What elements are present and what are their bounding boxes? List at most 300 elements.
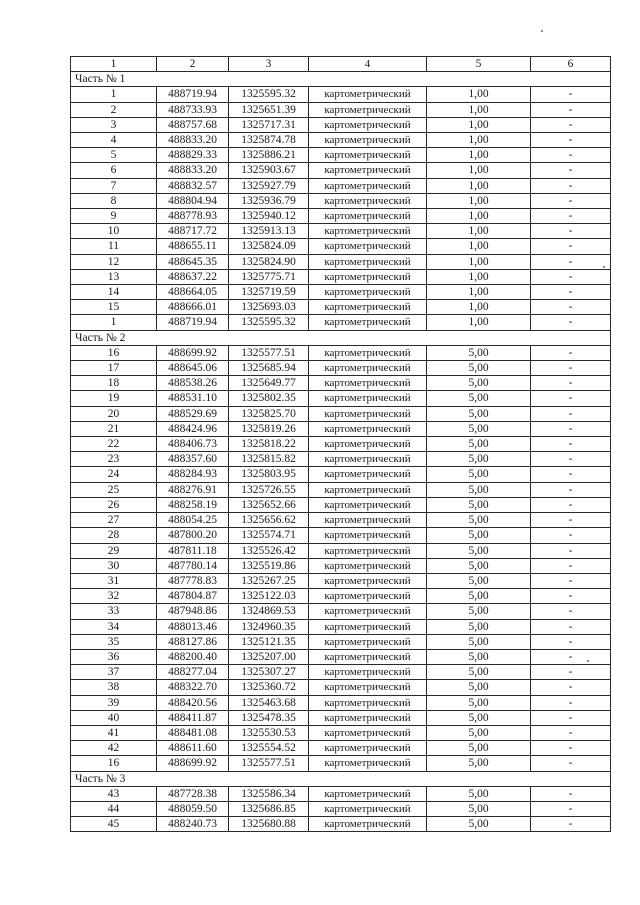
accuracy-cell: 1,00: [427, 209, 531, 224]
method-cell: картометрический: [309, 163, 427, 178]
accuracy-cell: 5,00: [427, 467, 531, 482]
y-coordinate-cell: 1325463.68: [229, 695, 309, 710]
note-cell: -: [531, 178, 611, 193]
x-coordinate-cell: 487780.14: [157, 558, 229, 573]
point-number-cell: 14: [71, 285, 157, 300]
note-cell: -: [531, 528, 611, 543]
note-cell: -: [531, 467, 611, 482]
accuracy-cell: 5,00: [427, 452, 531, 467]
point-number-cell: 36: [71, 649, 157, 664]
note-cell: -: [531, 801, 611, 816]
accuracy-cell: 5,00: [427, 345, 531, 360]
point-number-cell: 28: [71, 528, 157, 543]
table-row: [71, 619, 611, 634]
note-cell: -: [531, 209, 611, 224]
y-coordinate-cell: 1325824.09: [229, 239, 309, 254]
note-cell: -: [531, 756, 611, 771]
point-number-cell: 9: [71, 209, 157, 224]
note-cell: -: [531, 133, 611, 148]
x-coordinate-cell: 487948.86: [157, 604, 229, 619]
table-row: [71, 604, 611, 619]
point-number-cell: 25: [71, 482, 157, 497]
y-coordinate-cell: 1325717.31: [229, 117, 309, 132]
y-coordinate-cell: 1325519.86: [229, 558, 309, 573]
note-cell: -: [531, 437, 611, 452]
note-cell: -: [531, 285, 611, 300]
method-cell: картометрический: [309, 741, 427, 756]
y-coordinate-cell: 1325903.67: [229, 163, 309, 178]
accuracy-cell: 5,00: [427, 482, 531, 497]
y-coordinate-cell: 1325207.00: [229, 649, 309, 664]
x-coordinate-cell: 488013.46: [157, 619, 229, 634]
y-coordinate-cell: 1325577.51: [229, 345, 309, 360]
y-coordinate-cell: 1325267.25: [229, 573, 309, 588]
point-number-cell: 45: [71, 817, 157, 832]
x-coordinate-cell: 487778.83: [157, 573, 229, 588]
x-coordinate-cell: 488699.92: [157, 345, 229, 360]
method-cell: картометрический: [309, 269, 427, 284]
x-coordinate-cell: 488531.10: [157, 391, 229, 406]
note-cell: -: [531, 680, 611, 695]
accuracy-cell: 1,00: [427, 178, 531, 193]
table-row: [71, 786, 611, 801]
note-cell: -: [531, 725, 611, 740]
table-row: [71, 376, 611, 391]
point-number-cell: 33: [71, 604, 157, 619]
x-coordinate-cell: 488717.72: [157, 224, 229, 239]
accuracy-cell: 1,00: [427, 269, 531, 284]
x-coordinate-cell: 488357.60: [157, 452, 229, 467]
point-number-cell: 16: [71, 345, 157, 360]
table-row: [71, 513, 611, 528]
x-coordinate-cell: 488666.01: [157, 300, 229, 315]
table-row: [71, 224, 611, 239]
method-cell: картометрический: [309, 209, 427, 224]
accuracy-cell: 1,00: [427, 102, 531, 117]
point-number-cell: 31: [71, 573, 157, 588]
note-cell: -: [531, 269, 611, 284]
x-coordinate-cell: 488420.56: [157, 695, 229, 710]
point-number-cell: 13: [71, 269, 157, 284]
method-cell: картометрический: [309, 543, 427, 558]
point-number-cell: 19: [71, 391, 157, 406]
table-row: [71, 148, 611, 163]
y-coordinate-cell: 1325595.32: [229, 87, 309, 102]
x-coordinate-cell: 488406.73: [157, 437, 229, 452]
accuracy-cell: 5,00: [427, 558, 531, 573]
note-cell: -: [531, 452, 611, 467]
note-cell: -: [531, 224, 611, 239]
x-coordinate-cell: 488054.25: [157, 513, 229, 528]
table-row: [71, 209, 611, 224]
accuracy-cell: 5,00: [427, 497, 531, 512]
point-number-cell: 34: [71, 619, 157, 634]
method-cell: картометрический: [309, 376, 427, 391]
note-cell: -: [531, 163, 611, 178]
x-coordinate-cell: 488833.20: [157, 163, 229, 178]
point-number-cell: 7: [71, 178, 157, 193]
x-coordinate-cell: 488200.40: [157, 649, 229, 664]
section-title: Часть № 1: [71, 72, 611, 87]
y-coordinate-cell: 1325819.26: [229, 421, 309, 436]
accuracy-cell: 1,00: [427, 87, 531, 102]
x-coordinate-cell: 488059.50: [157, 801, 229, 816]
note-cell: -: [531, 589, 611, 604]
note-cell: -: [531, 710, 611, 725]
point-number-cell: 1: [71, 315, 157, 330]
scan-speck: [587, 660, 589, 662]
point-number-cell: 22: [71, 437, 157, 452]
accuracy-cell: 5,00: [427, 421, 531, 436]
table-row: [71, 741, 611, 756]
point-number-cell: 37: [71, 665, 157, 680]
header-cell: 2: [157, 57, 229, 72]
method-cell: картометрический: [309, 452, 427, 467]
method-cell: картометрический: [309, 665, 427, 680]
note-cell: -: [531, 102, 611, 117]
y-coordinate-cell: 1325913.13: [229, 224, 309, 239]
table-row: [71, 528, 611, 543]
table-row: [71, 725, 611, 740]
x-coordinate-cell: 488664.05: [157, 285, 229, 300]
accuracy-cell: 5,00: [427, 756, 531, 771]
table-row: [71, 634, 611, 649]
note-cell: -: [531, 817, 611, 832]
x-coordinate-cell: 488778.93: [157, 209, 229, 224]
accuracy-cell: 5,00: [427, 543, 531, 558]
method-cell: картометрический: [309, 117, 427, 132]
method-cell: картометрический: [309, 573, 427, 588]
section-title-row: [71, 330, 611, 345]
table-row: [71, 665, 611, 680]
accuracy-cell: 1,00: [427, 133, 531, 148]
table-row: [71, 315, 611, 330]
method-cell: картометрический: [309, 528, 427, 543]
header-cell: 5: [427, 57, 531, 72]
method-cell: картометрический: [309, 497, 427, 512]
table-row: [71, 361, 611, 376]
note-cell: -: [531, 117, 611, 132]
point-number-cell: 32: [71, 589, 157, 604]
method-cell: картометрический: [309, 604, 427, 619]
method-cell: картометрический: [309, 725, 427, 740]
note-cell: -: [531, 239, 611, 254]
section-title: Часть № 3: [71, 771, 611, 786]
x-coordinate-cell: 488284.93: [157, 467, 229, 482]
scan-speck: [603, 266, 605, 268]
note-cell: -: [531, 497, 611, 512]
y-coordinate-cell: 1325360.72: [229, 680, 309, 695]
note-cell: -: [531, 634, 611, 649]
accuracy-cell: 5,00: [427, 573, 531, 588]
table-row: [71, 710, 611, 725]
accuracy-cell: 5,00: [427, 801, 531, 816]
y-coordinate-cell: 1325526.42: [229, 543, 309, 558]
table-row: [71, 589, 611, 604]
x-coordinate-cell: 488804.94: [157, 193, 229, 208]
note-cell: -: [531, 695, 611, 710]
x-coordinate-cell: 487811.18: [157, 543, 229, 558]
note-cell: -: [531, 543, 611, 558]
note-cell: -: [531, 619, 611, 634]
table-row: [71, 406, 611, 421]
coordinates-table: [70, 56, 611, 832]
y-coordinate-cell: 1325652.66: [229, 497, 309, 512]
point-number-cell: 18: [71, 376, 157, 391]
scan-speck: [541, 30, 543, 32]
y-coordinate-cell: 1325818.22: [229, 437, 309, 452]
note-cell: -: [531, 786, 611, 801]
x-coordinate-cell: 488127.86: [157, 634, 229, 649]
accuracy-cell: 5,00: [427, 725, 531, 740]
method-cell: картометрический: [309, 254, 427, 269]
accuracy-cell: 1,00: [427, 315, 531, 330]
accuracy-cell: 5,00: [427, 437, 531, 452]
note-cell: -: [531, 604, 611, 619]
table-row: [71, 391, 611, 406]
x-coordinate-cell: 488833.20: [157, 133, 229, 148]
table-row: [71, 680, 611, 695]
y-coordinate-cell: 1325775.71: [229, 269, 309, 284]
method-cell: картометрический: [309, 756, 427, 771]
x-coordinate-cell: 487800.20: [157, 528, 229, 543]
table-row: [71, 817, 611, 832]
accuracy-cell: 1,00: [427, 285, 531, 300]
method-cell: картометрический: [309, 421, 427, 436]
table-row: [71, 193, 611, 208]
point-number-cell: 39: [71, 695, 157, 710]
method-cell: картометрический: [309, 178, 427, 193]
table-row: [71, 558, 611, 573]
x-coordinate-cell: 488538.26: [157, 376, 229, 391]
x-coordinate-cell: 488832.57: [157, 178, 229, 193]
note-cell: -: [531, 406, 611, 421]
method-cell: картометрический: [309, 786, 427, 801]
table-row: [71, 437, 611, 452]
accuracy-cell: 5,00: [427, 513, 531, 528]
x-coordinate-cell: 487728.38: [157, 786, 229, 801]
point-number-cell: 17: [71, 361, 157, 376]
method-cell: картометрический: [309, 406, 427, 421]
table-row: [71, 573, 611, 588]
method-cell: картометрический: [309, 649, 427, 664]
y-coordinate-cell: 1325656.62: [229, 513, 309, 528]
method-cell: картометрический: [309, 695, 427, 710]
accuracy-cell: 5,00: [427, 376, 531, 391]
y-coordinate-cell: 1325936.79: [229, 193, 309, 208]
accuracy-cell: 1,00: [427, 254, 531, 269]
point-number-cell: 20: [71, 406, 157, 421]
header-cell: 1: [71, 57, 157, 72]
method-cell: картометрический: [309, 87, 427, 102]
point-number-cell: 40: [71, 710, 157, 725]
x-coordinate-cell: 488719.94: [157, 87, 229, 102]
note-cell: -: [531, 558, 611, 573]
method-cell: картометрический: [309, 437, 427, 452]
point-number-cell: 27: [71, 513, 157, 528]
y-coordinate-cell: 1325686.85: [229, 801, 309, 816]
table-row: [71, 421, 611, 436]
method-cell: картометрический: [309, 133, 427, 148]
y-coordinate-cell: 1325802.35: [229, 391, 309, 406]
x-coordinate-cell: 488719.94: [157, 315, 229, 330]
section-title-row: [71, 72, 611, 87]
y-coordinate-cell: 1325595.32: [229, 315, 309, 330]
note-cell: -: [531, 345, 611, 360]
point-number-cell: 21: [71, 421, 157, 436]
method-cell: картометрический: [309, 482, 427, 497]
method-cell: картометрический: [309, 361, 427, 376]
y-coordinate-cell: 1325685.94: [229, 361, 309, 376]
accuracy-cell: 5,00: [427, 649, 531, 664]
point-number-cell: 29: [71, 543, 157, 558]
point-number-cell: 16: [71, 756, 157, 771]
x-coordinate-cell: 487804.87: [157, 589, 229, 604]
accuracy-cell: 1,00: [427, 239, 531, 254]
y-coordinate-cell: 1325874.78: [229, 133, 309, 148]
point-number-cell: 38: [71, 680, 157, 695]
point-number-cell: 41: [71, 725, 157, 740]
point-number-cell: 12: [71, 254, 157, 269]
point-number-cell: 4: [71, 133, 157, 148]
accuracy-cell: 5,00: [427, 604, 531, 619]
accuracy-cell: 5,00: [427, 665, 531, 680]
note-cell: -: [531, 665, 611, 680]
header-cell: 3: [229, 57, 309, 72]
note-cell: -: [531, 573, 611, 588]
note-cell: -: [531, 315, 611, 330]
table-header-row: [71, 57, 611, 72]
accuracy-cell: 5,00: [427, 406, 531, 421]
table-row: [71, 801, 611, 816]
table-row: [71, 649, 611, 664]
x-coordinate-cell: 488699.92: [157, 756, 229, 771]
point-number-cell: 11: [71, 239, 157, 254]
method-cell: картометрический: [309, 558, 427, 573]
method-cell: картометрический: [309, 634, 427, 649]
point-number-cell: 30: [71, 558, 157, 573]
note-cell: -: [531, 391, 611, 406]
method-cell: картометрический: [309, 193, 427, 208]
table-row: [71, 497, 611, 512]
accuracy-cell: 5,00: [427, 589, 531, 604]
table-row: [71, 269, 611, 284]
x-coordinate-cell: 488829.33: [157, 148, 229, 163]
x-coordinate-cell: 488529.69: [157, 406, 229, 421]
note-cell: -: [531, 87, 611, 102]
method-cell: картометрический: [309, 239, 427, 254]
y-coordinate-cell: 1325554.52: [229, 741, 309, 756]
table-row: [71, 452, 611, 467]
x-coordinate-cell: 488645.35: [157, 254, 229, 269]
method-cell: картометрический: [309, 589, 427, 604]
note-cell: -: [531, 254, 611, 269]
method-cell: картометрический: [309, 345, 427, 360]
point-number-cell: 24: [71, 467, 157, 482]
header-cell: 4: [309, 57, 427, 72]
y-coordinate-cell: 1325825.70: [229, 406, 309, 421]
table-row: [71, 178, 611, 193]
y-coordinate-cell: 1325307.27: [229, 665, 309, 680]
note-cell: -: [531, 300, 611, 315]
table-row: [71, 756, 611, 771]
accuracy-cell: 1,00: [427, 163, 531, 178]
x-coordinate-cell: 488481.08: [157, 725, 229, 740]
note-cell: -: [531, 361, 611, 376]
accuracy-cell: 5,00: [427, 741, 531, 756]
point-number-cell: 6: [71, 163, 157, 178]
y-coordinate-cell: 1325574.71: [229, 528, 309, 543]
x-coordinate-cell: 488411.87: [157, 710, 229, 725]
x-coordinate-cell: 488258.19: [157, 497, 229, 512]
accuracy-cell: 1,00: [427, 117, 531, 132]
accuracy-cell: 5,00: [427, 528, 531, 543]
table-row: [71, 102, 611, 117]
point-number-cell: 3: [71, 117, 157, 132]
method-cell: картометрический: [309, 680, 427, 695]
point-number-cell: 42: [71, 741, 157, 756]
table-row: [71, 239, 611, 254]
note-cell: -: [531, 741, 611, 756]
accuracy-cell: 1,00: [427, 193, 531, 208]
note-cell: -: [531, 649, 611, 664]
accuracy-cell: 5,00: [427, 817, 531, 832]
y-coordinate-cell: 1324960.35: [229, 619, 309, 634]
method-cell: картометрический: [309, 224, 427, 239]
x-coordinate-cell: 488637.22: [157, 269, 229, 284]
accuracy-cell: 1,00: [427, 300, 531, 315]
x-coordinate-cell: 488611.60: [157, 741, 229, 756]
y-coordinate-cell: 1325651.39: [229, 102, 309, 117]
method-cell: картометрический: [309, 513, 427, 528]
accuracy-cell: 5,00: [427, 710, 531, 725]
point-number-cell: 8: [71, 193, 157, 208]
y-coordinate-cell: 1324869.53: [229, 604, 309, 619]
point-number-cell: 2: [71, 102, 157, 117]
method-cell: картометрический: [309, 817, 427, 832]
method-cell: картометрический: [309, 148, 427, 163]
method-cell: картометрический: [309, 315, 427, 330]
note-cell: -: [531, 421, 611, 436]
y-coordinate-cell: 1325693.03: [229, 300, 309, 315]
y-coordinate-cell: 1325649.77: [229, 376, 309, 391]
method-cell: картометрический: [309, 619, 427, 634]
point-number-cell: 1: [71, 87, 157, 102]
point-number-cell: 35: [71, 634, 157, 649]
table-row: [71, 133, 611, 148]
x-coordinate-cell: 488240.73: [157, 817, 229, 832]
y-coordinate-cell: 1325815.82: [229, 452, 309, 467]
point-number-cell: 26: [71, 497, 157, 512]
accuracy-cell: 5,00: [427, 695, 531, 710]
section-title-row: [71, 771, 611, 786]
y-coordinate-cell: 1325719.59: [229, 285, 309, 300]
point-number-cell: 43: [71, 786, 157, 801]
x-coordinate-cell: 488733.93: [157, 102, 229, 117]
y-coordinate-cell: 1325940.12: [229, 209, 309, 224]
point-number-cell: 23: [71, 452, 157, 467]
table-row: [71, 543, 611, 558]
x-coordinate-cell: 488322.70: [157, 680, 229, 695]
accuracy-cell: 5,00: [427, 391, 531, 406]
y-coordinate-cell: 1325586.34: [229, 786, 309, 801]
accuracy-cell: 5,00: [427, 680, 531, 695]
table-row: [71, 117, 611, 132]
note-cell: -: [531, 148, 611, 163]
y-coordinate-cell: 1325927.79: [229, 178, 309, 193]
x-coordinate-cell: 488655.11: [157, 239, 229, 254]
section-title: Часть № 2: [71, 330, 611, 345]
